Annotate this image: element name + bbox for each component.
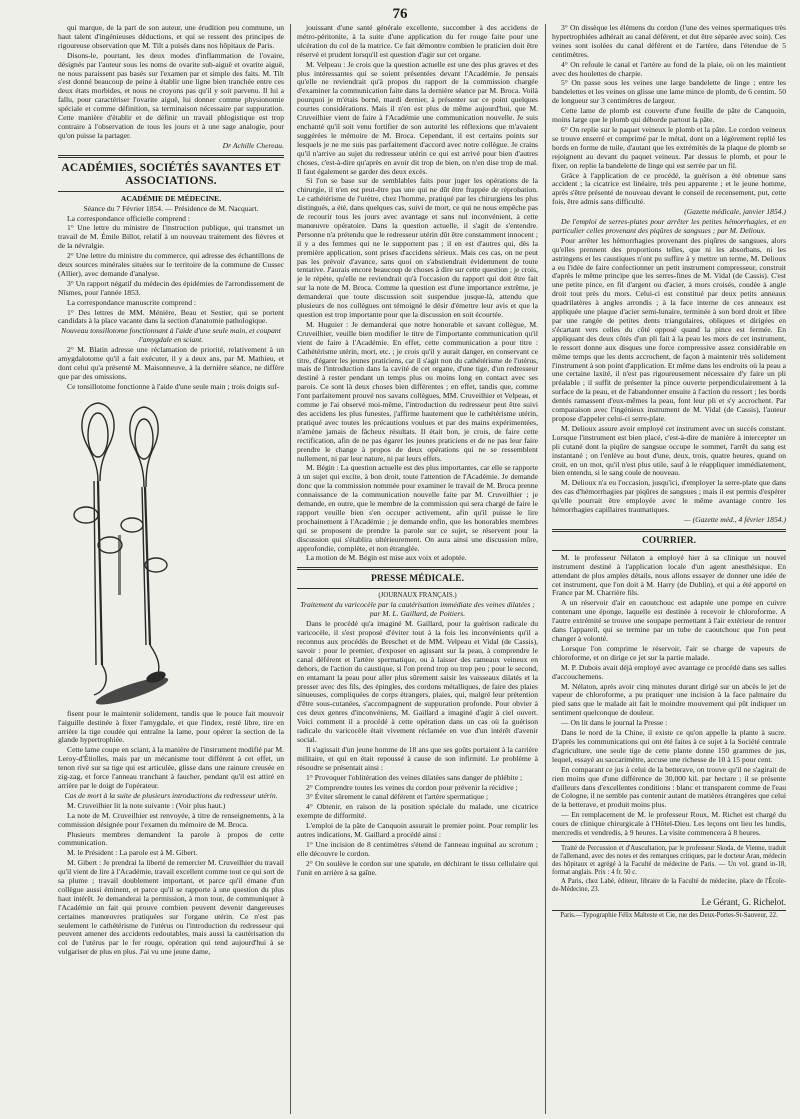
paragraph: M. Delioux assure avoir employé cet instrument avec un succès constant. Lorsque l'instrument est bien placé, c'est-à-dire de manière à intercepter un pli cutané dont la piqûre de sangsue occupe le sommet, l'arrêt du sang est instantané ; on l'enlève au bout d'une, deux, trois, quatre heures, quand on croit, en un mot, qu'il n'est plus utile, sauf à le réappliquer immédiatement, bien entendu, si le sang coule de nouveau.	[552, 423, 786, 478]
paragraph: M. Bégin : La question actuelle est des plus importantes, car elle se rapporte à un sujet qui excite, à bon droit, toute l'attention de l'Académie. Je demande donc que la commission nommée pour examiner le travail de M. Broca prenne connaissance de la communication nouvelle faite par M. Cruveilhier ; je demande, en outre, que le membre de la commission qui sera chargé de faire le rapport veuille bien s'en occuper activement, afin qu'il puisse le lire prochainement à l'Académie ; je demande enfin, que les honorables membres qui se proposent de prendre la parole sur ce sujet, se réservent pour la discussion qui s'établira ultérieurement. On aura ainsi une discussion mûre, approfondie, complète, et non étranglée.	[297, 463, 538, 553]
author-signature: Dr Achille Chereau.	[222, 140, 284, 150]
section-rule	[297, 567, 538, 570]
paragraph: La correspondance manuscrite comprend :	[67, 297, 197, 307]
paragraph: A un réservoir d'air en caoutchouc est adaptée une pompe en cuivre contenant une éponge, laquelle est destinée à recevoir le chloroforme. A l'autre extrémité se trouve une soupape permettant à l'air extérieur de rentrer dans l'appareil, qui se termine par un tube de caoutchouc que l'on peut changer à volonté.	[552, 598, 786, 643]
section-subtitle: (JOURNAUX FRANÇAIS.)	[378, 592, 457, 600]
article-subtitle: Nouveau tonsillotome fonctionnant à l'aide d'une seule main, et coupant l'amygdale en sciant.	[61, 326, 281, 345]
paragraph: 1° Une lettre du ministre de l'instruction publique, qui transmet un travail de M. Émile Billot, relatif à un nouveau traitement des fièvres et de la névralgie.	[58, 223, 284, 251]
paragraph: Si l'on se base sur de semblables faits pour juger les opérations de la chirurgie, il n'en est peut-être pas une qui ne dût être frappée de réprobation. Le cathétérisme de l'urètre, chez l'homme, pratiqué par les chirurgiens les plus distingués, a été, dans quelques cas, suivi de mort, ce qui ne nous empêche pas de recourir tous les jours avec avantage et sans nul inconvénient, à cette manœuvre opératoire. Dans la question actuelle, il s'agit de s'entendre. Personne n'a prétendu que le redresseur utérin dût être constamment innocent ; il y a des femmes qui ne le supportent pas ; il en est d'autres qui, dès la première application, sont prises d'accidens sérieux. Mais ces cas, on ne peut pas les prévoir d'avance, sans quoi on s'abstiendrait évidemment de toute tentative. J'aurais encore beaucoup de choses à dire sur cette question ; je crois, je le répète, qu'elle ne reviendrait qu'à l'occasion du rapport qui doit être fait sur la note de M. Broca. Comme la question est d'une importance extrême, je demanderai que toute discussion soit suspendue jusque-là, attendu que plusieurs de nos collègues ont témoigné le désir d'émettre leur avis et que la question est trop importante pour que la discussion en soit écourtée.	[297, 176, 538, 319]
paragraph: La correspondance officielle comprend :	[67, 213, 190, 223]
paragraph: 1° Provoquer l'oblitération des veines dilatées sans danger de phlébite ;	[306, 772, 523, 782]
section-title-presse: PRESSE MÉDICALE.	[371, 574, 464, 585]
paragraph: 1° Une incision de 8 centimètres s'étend de l'anneau inguinal au scrotum ; elle découvre le cordon.	[297, 839, 538, 858]
paragraph: 4° On refoule le canal et l'artère au fond de la plaie, où on les maintient avec des houlettes de charpie.	[552, 59, 786, 78]
paragraph: — En remplacement de M. le professeur Roux, M. Richet est chargé du cours de clinique chirurgicale à l'Hôtel-Dieu. Les leçons ont lieu les lundis, mercredis et vendredis, à 9 heures. La visite commencera à 8 heures.	[552, 810, 786, 838]
printer-line: Paris.—Typographie Félix Malteste et Cie, rue des Deux-Portes-St-Sauveur, 22.	[552, 910, 786, 921]
paragraph: — On lit dans le journal la Presse :	[561, 718, 668, 728]
paragraph: M. le professeur Nélaton a employé hier à sa clinique un nouvel instrument destiné à l'application locale d'un agent anesthésique. En attendant de plus amples détails, nous allons essayer de donner une idée de cet instrument, que l'on doit à M. Harry (de Dublin), et qui a été apporté en France par M. Charrière fils.	[552, 552, 786, 598]
paragraph: 1° Des lettres de MM. Ménière, Beau et Sestier, qui se portent candidats à la place vacante dans la section d'anatomie pathologique.	[58, 307, 284, 326]
paragraph: Grâce à l'application de ce procédé, la guérison a été obtenue sans accident ; la cicatrice est linéaire, très peu apparente ; et le jeune homme, après s'être présenté de nouveau devant le conseil de recensement, put, cette fois, être admis sans difficulté.	[552, 170, 786, 207]
tonsillotome-engraving	[58, 395, 284, 707]
publisher-line: A Paris, chez Labé, éditeur, libraire de la Faculté de médecine, place de l'École-de-Médecine, 23.	[552, 877, 786, 893]
paragraph: M. Velpeau : Je crois que la question actuelle est une des plus graves et des plus intéressantes qui se soient présentées devant l'Académie. Je pensais qu'elle ne reviendrait qu'à propos du rapport de la commission chargée d'examiner la communication faite dans la dernière séance par M. Broca. Voilà pourquoi je m'étais borné, mardi dernier, à présenter sur ce point quelques courtes considérations. Mais il n'en est plus de même aujourd'hui, que M. Cruveilhier vient de faire à l'Académie une communication nouvelle. Je suis enchanté qu'il soit venu fortifier de son autorité les réflexions que m'avaient suggérées le mémoire de M. Broca. Cependant, il est certains points sur lesquels je ne me suis pas parfaitement d'accord avec notre collègue. Je crains qu'il n'arrive au sujet du redresseur utérin ce qui est arrivé pour bien d'autres choses, c'est-à-dire qu'après en avoir dit trop de bien, on n'en dise trop de mal. Il faut également se garder des deux excès.	[297, 59, 538, 176]
paragraph: Dans le nord de la Chine, il existe ce qu'on appelle la plante à sucre. D'après les communications qui ont été faites à ce sujet à la Société centrale d'agriculture, une seule tige de cette plante donne 150 grammes de jus, lequel, essayé au saccarimètre, accuse une richesse de 10 à 15 pour cent.	[552, 728, 786, 764]
column-2	[297, 24, 538, 1114]
page-number: 76	[392, 6, 408, 22]
section-rule	[552, 841, 786, 842]
section-rule	[552, 529, 786, 532]
section-title-academies: ACADÉMIES, SOCIÉTÉS SAVANTES ET ASSOCIATIONS.	[61, 161, 281, 187]
column-3	[552, 24, 786, 1114]
gerant-signature: Le Gérant, G. Richelot.	[701, 896, 786, 907]
paragraph: 6° On replie sur le paquet veineux le plomb et la pâte. Le cordon veineux se trouve enserré et comprimé par le métal, dont on a légèrement replié les bords en forme de tuile, d'autant que les extrémités de la plaque de plomb se rejoignent au devant du paquet veineux. Par dessus le plomb, et pour le fixer, on replie la bandelette de linge qui est serrée par un fil.	[552, 124, 786, 170]
paragraph: La motion de M. Bégin est mise aux voix et adoptée.	[306, 553, 467, 563]
paragraph: En comparant ce jus à celui de la betterave, on trouve qu'il ne s'agirait de rien moins que d'une différence de 30,000 kil. par hectare ; il se présente d'ailleurs dans d'excellentes conditions : blanc et transparent comme de l'eau de Cologne, il ne semble pas contenir autant de matières étrangères que celui de la betterave, et produit moins plus.	[552, 764, 786, 810]
paragraph: 2° Une lettre du ministre du commerce, qui adresse des échantillons de deux sources minérales situées sur le territoire de la commune de Cussec (Allier), avec demande d'analyse.	[58, 251, 284, 278]
paragraph: M. P. Dubois avait déjà employé avec avantage ce procédé dans ses salles d'accouchemens.	[552, 662, 786, 681]
paragraph: M. Cruveilhier lit la note suivante : (Voir plus haut.)	[67, 800, 226, 810]
figure-caption-text	[174, 395, 284, 396]
paragraph: M. Gibert : Je prendrai la liberté de remercier M. Cruveilhier du travail qu'il vient de lire à l'Académie, travail excellent comme tout ce qui sort de sa plume ; travail doublement important, et parce qu'il émane d'un collègue aussi éminent, et parce qu'il se rapporte à une question du plus haut intérêt. Je demanderai la permission, à mon tour, de communiquer à l'Académie un fait qui prouve combien peuvent devenir dangereuses certaines manœuvres pratiquées sur l'organe utérin. Ce n'est pas seulement le cathétérisme de l'utérus ou l'introduction du redresseur qui peuvent amener des accidents redoutables, mais aussi la cautérisation du col de l'utérus par le fer rouge, opération qui tend aujourd'hui à se vulgariser de plus en plus. J'ai vu une jeune dame,	[58, 858, 284, 957]
paragraph: M. Nélaton, après avoir cinq minutes durant dirigé sur un abcès le jet de vapeur de chloroforme, a pu pratiquer une incision à la face palmaire du pied sans que le malade ait fait le moindre mouvement qui pût indiquer un sentiment quelconque de douleur.	[552, 681, 786, 718]
paragraph: 2° On soulève le cordon sur une spatule, en déchirant le tissu cellulaire qui l'unit en arrière à sa gaîne.	[297, 858, 538, 877]
source-citation: (Gazette médicale, janvier 1854.)	[684, 207, 786, 217]
paragraph: La note de M. Cruveilhier est renvoyée, à titre de renseignements, à la commission désignée pour l'examen du mémoire de M. Broca.	[58, 810, 284, 829]
paragraph: Dans le procédé qu'a imaginé M. Gaillard, pour la guérison radicale du varicocèle, il s'est proposé d'éviter tout à la fois les inconvénients qu'il a reconnus aux procédés de Breschet et de MM. Velpeau et Vidal (de Cassis), savoir : pour le premier, d'exposer en agissant sur la peau, à comprendre le canal déférent et l'artère spermatique, ou à laisser des rameaux veineux en dehors, de l'action du caustique, si l'on prend trop ou trop peu ; pour le second, en entamant la peau pour aller plus sûrement saisir les vaisseaux dilatés et la presser avec des fils, des épingles, des cordons métalliques, de faire des plaies sinueuses, compliquées de corps étrangers, plaies, qui, malgré leur prétention d'être sous-cutanées, s'accompagnent de suppuration profonde. Pour obvier à ces deux genres d'inconvéniens, M. Gaillard a imaginé d'agir à ciel ouvert. Voici comment il a procédé à cette opération dans un cas où la guérison radicale du varicocèle était vivement réclamée en vue d'un intérêt d'avenir social.	[297, 619, 538, 744]
article-subtitle: Cas de mort à la suite de plusieurs introductions du redresseur utérin.	[64, 790, 278, 800]
seance-line: Séance du 7 Février 1854. — Présidence de M. Nacquart.	[83, 203, 259, 213]
tonsillotome-illustration	[58, 395, 284, 707]
article-title: Traitement du varicocèle par la cautérisation immédiate des veines dilatées ; par M. L. Gaillard, de Poitiers.	[300, 600, 535, 619]
paragraph: M. Delioux n'a eu l'occasion, jusqu'ici, d'employer la serre-plate que dans des cas d'hémorrhagies par piqûres de sangsues ; mais il est permis d'espérer qu'elle pourrait être employée avec le même avantage contre les hémorrhagies capillaires traumatiques.	[552, 478, 786, 515]
paragraph: Cette lame de plomb est couverte d'une feuille de pâte de Canquoin, moins large que le plomb qui déborde partout la pâte.	[552, 106, 786, 125]
book-advert: Traité de Percussion et d'Auscultation, par le professeur Skoda, de Vienne, traduit de l'allemand, avec des notes et des remarques critiques, par le docteur Aran, médecin des hôpitaux et agrégé à la Faculté de médecine de Paris. — Un vol. grand in-18, format anglais. Prix : 4 fr. 50 c.	[552, 844, 786, 876]
paragraph: fisent pour le maintenir solidement, tandis que le pouce fait mouvoir l'aiguille destinée à fixer l'amygdale, et que l'index, resté libre, tire en arrière la tige coudée qui entraîne la lame, pour opérer la section de la glande hypertrophiée.	[58, 708, 284, 745]
paragraph: Plusieurs membres demandent la parole à propos de cette communication.	[58, 829, 284, 848]
paragraph: jouissant d'une santé générale excellente, succomber à des accidens de métro-péritonite, à la suite d'une application du fer rouge faite pour une ulcération du col de la matrice. Ce fait démontre combien le praticien doit être réservé et prudent lorsqu'il est question d'agir sur cet organe.	[297, 24, 538, 59]
paragraph: 3° Éviter sûrement le canal déférent et l'artère spermatique ;	[306, 792, 489, 802]
source-citation: — (Gazette méd., 4 février 1854.)	[683, 514, 786, 524]
paragraph: Pour arrêter les hémorrhagies provenant des piqûres de sangsues, alors qu'elles prennent des proportions telles, que ni les absorbans, ni les astringens et les caustiques n'ont pu suffire à y mettre un terme, M. Delioux a eu l'idée de faire confectionner un petit instrument compresseur, construit d'après le même principe que les serres-fines de M. Vidal (de Cassis). C'est une petite pince, en fil d'argent ou d'acier, à mors croisés, coudée à angle droit tout près du mors. Celui-ci est constitué par deux petits anneaux quadrilatères à angles arrondis ; à la face interne de ces anneaux est appliquée une plaque d'acier semi-lunaire, terminée à son bord droit et libre par une rangée de petites dents triangulaires, obliques et dirigées en s'écartant vers celles du côté opposé quand la pince est fermée. En appliquant des deux côtés d'un pli fait à la peau les mors de cet instrument, le ressort donne aux disques une force compressive assez considérable en même temps que les dents accrochent, de façon à maintenir très solidement l'instrument à son point d'application. Et même dans les endroits où la peau a une certaine laxité, il n'est pas rigoureusement nécessaire d'y faire un pli préalable ; il suffit de présenter la pince ouverte perpendiculairement à la surface de la peau, et de l'abandonner ensuite à l'action du ressort ; les bords dentés ramassent d'eux-mêmes la peau, font leur pli et s'y accrochent. Par comparaison avec l'ingénieux instrument de M. Vidal (de Cassis), l'auteur propose d'appeler celui-ci serre-plate.	[552, 235, 786, 423]
column-divider	[545, 24, 546, 1114]
column-divider	[290, 24, 291, 1114]
paragraph: Lorsque l'on comprime le réservoir, l'air se charge de vapeurs de chloroforme, et on dirige ce jet sur la partie malade.	[552, 643, 786, 662]
paragraph: L'emploi de la pâte de Canquoin assurait le premier point. Pour remplir les autres indications, M. Gaillard a procédé ainsi :	[297, 821, 538, 840]
section-rule	[297, 588, 538, 589]
section-rule	[58, 155, 284, 158]
subsection-title: ACADÉMIE DE MÉDECINE.	[120, 193, 222, 203]
paragraph: qui marque, de la part de son auteur, une érudition peu commune, un haut talent d'ingénieuses déductions, et qui se ressent des principes de rigoureuse observation que M. Tilt a puisés dans nos hôpitaux de Paris.	[58, 24, 284, 50]
paragraph: 3° On dissèque les élémens du cordon (l'une des veines spermatiques très hypertrophiées adhérait au canal déférent, et dut être séparée avec soin). Ces veines sont isolées du canal déférent et de l'artère, dans l'étendue de 5 centimètres.	[552, 24, 786, 59]
paragraph: 4° Obtenir, en raison de la position spéciale du malade, une cicatrice exempte de difformité.	[297, 802, 538, 821]
section-title-courrier: COURRIER.	[641, 535, 697, 546]
paragraph: Ce tonsillotome fonctionne à l'aide d'une seule main ; trois doigts suf-	[67, 381, 280, 391]
paragraph: M. le Président : La parole est à M. Gibert.	[67, 848, 198, 858]
paragraph: 5° On passe sous les veines une large bandelette de linge ; entre les bandelettes et les veines on glisse une lame mince de plomb, de 6 centim. 50 de longueur sur 3 centimètres de largeur.	[552, 78, 786, 106]
paragraph: 2° Comprendre toutes les veines du cordon pour prévenir la récidive ;	[306, 782, 518, 792]
paragraph: Disons-le, pourtant, les deux modes d'inflammation de l'ovaire, désignés par l'auteur sous les noms de ovarite sub-aiguë et ovarite aiguë, ne nous paraissent pas basés sur l'examen par et simple des faits. M. Tilt s'est donné beaucoup de peine à établir une ligne bien tranchée entre ces deux états morbides, et nous ne croyons pas qu'il y soit parvenu. Il lui a fallu, pour caractériser l'ovarite aiguë, lui donner comme physionomie spéciale et comme définition, sa terminaison nécessaire par suppuration. Cette manière d'établir et de définir un travail phlogistique est trop contraire à l'observation de tous les jours et à une sage analogie, pour qu'on puisse la partager.	[58, 50, 284, 140]
article-title: De l'emploi de serres-plates pour arrêter les petites hémorrhagies, et en particulier celles provenant des piqûres de sangsues ; par M. Delioux.	[552, 217, 786, 235]
paragraph: Il s'agissait d'un jeune homme de 18 ans que ses goûts portaient à la carrière militaire, et qui en était repoussé à cause de son infirmité. Le problème à résoudre se présentait ainsi :	[297, 744, 538, 772]
paragraph: Cette lame coupe en sciant, à la manière de l'instrument modifié par M. Leroy-d'Étiolles, mais par un mécanisme tout différent à cet effet, un tenon rivé sur sa tige qui est articulée, glisse dans une rainure creusée en zig-zag, et force l'anneau tranchant à faucher, pendant qu'il est attiré en arrière par le doigt de l'opérateur.	[58, 745, 284, 790]
column-1	[58, 24, 284, 1114]
paragraph: M. Huguier : Je demanderai que notre honorable et savant collègue, M. Cruveilhier, veuille bien modifier le titre de l'importante communication qu'il vient de faire à l'Académie. En effet, cette communication a pour titre : Cathétérisme utérin, mort, etc. ; je crois qu'il y aurait danger, en conservant ce titre, d'égarer les jeunes praticiens, car il s'agit non du cathétérisme de l'utérus, mais de l'introduction dans la cavité de cet organe, d'une tige, d'un redresseur destiné à rester pendant un temps plus ou moins long en contact avec ses parois. Ce sont là deux choses bien différentes ; en effet, tandis que, comme l'ont parfaitement prouvé nos savans collègues, MM. Cruveilhier et Velpeau, et comme je l'ai observé moi-même, l'introduction du redresseur peut être suivi des accidens les plus funestes, j'affirme hautement que le cathétérisme utérin, pratiqué avec toutes les précautions voulues et par des mains expérimentées, n'amène jamais de fâcheux résultats. Il était bon, je crois, de faire cette rectification, afin de ne pas égarer les jeunes praticiens et de ne pas leur faire prendre le change à propos de deux opérations qui ne se ressemblent nullement, ni par leur nature, ni par leurs effets.	[297, 319, 538, 463]
section-rule	[58, 191, 284, 192]
paragraph: 2° M. Blatin adresse une réclamation de priorité, relativement à un amygdalotome qu'il a fait exécuter, il y a deux ans, par M. Mathieu, et dont celui qu'a présenté M. Maisonneuve, à la dernière séance, ne diffère que par des omissions.	[58, 345, 284, 381]
section-rule	[552, 550, 786, 551]
paragraph: 3° Un rapport négatif du médecin des épidémies de l'arrondissement de Nîsmes, pour l'année 1853.	[58, 278, 284, 297]
